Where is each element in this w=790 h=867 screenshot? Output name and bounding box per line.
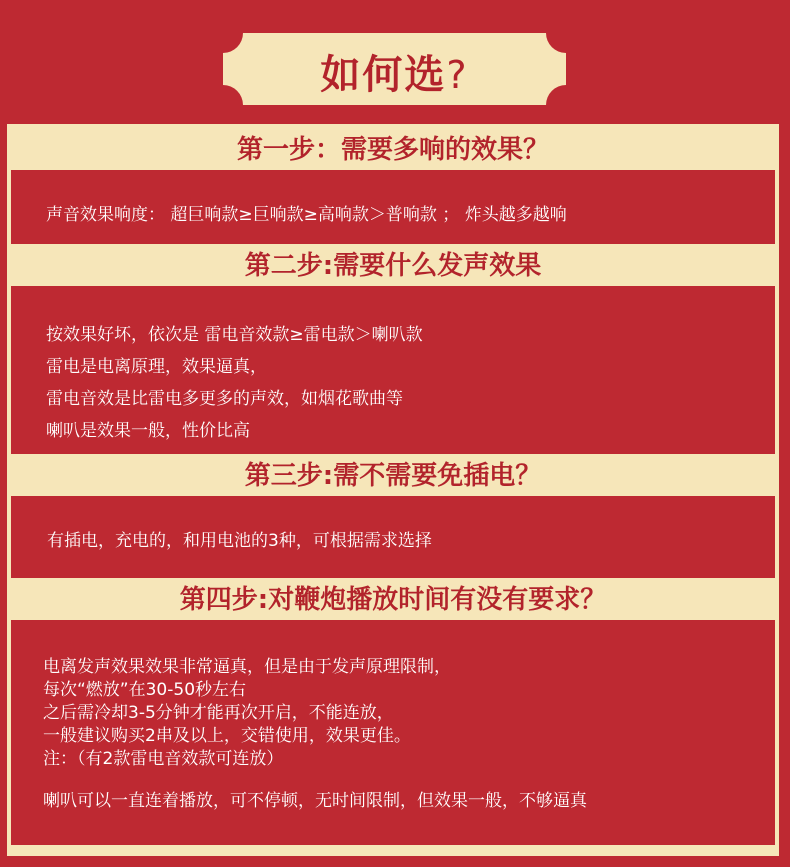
page-title-text: 如何选 [320, 52, 447, 98]
step4-heading: 第四步:对鞭炮播放时间有没有要求？ [179, 585, 607, 615]
step1-heading: 第一步：需要多响的效果？ [236, 135, 549, 165]
step1-panel [11, 170, 775, 244]
step2-line-1: 按效果好坏，依次是 雷电音效款≥雷电款＞喇叭款 [46, 325, 423, 345]
step3-panel [11, 496, 775, 578]
step3-line-1: 有插电，充电的，和用电池的3种，可根据需求选择 [47, 531, 432, 551]
page-title-qmark: ? [446, 53, 469, 97]
step4-line-3: 之后需冷却3-5分钟才能再次开启，不能连放， [43, 703, 394, 723]
step3-heading: 第三步:需不需要免插电？ [244, 461, 542, 491]
step4-line-5: 注：（有2款雷电音效款可连放） [43, 749, 284, 769]
step4-line-6: 喇叭可以一直连着播放，可不停顿，无时间限制，但效果一般，不够逼真 [43, 791, 587, 811]
step2-line-3: 雷电音效是比雷电多更多的声效，如烟花歌曲等 [46, 389, 403, 409]
step1-line-1: 声音效果响度： 超巨响款≥巨响款≥高响款＞普响款 ； 炸头越多越响 [46, 205, 567, 225]
step2-line-4: 喇叭是效果一般，性价比高 [46, 421, 250, 441]
page-title [223, 43, 566, 100]
step4-panel [11, 620, 775, 845]
step2-heading: 第二步:需要什么发声效果 [244, 251, 542, 281]
step4-line-1: 电离发声效果效果非常逼真，但是由于发声原理限制， [43, 657, 451, 677]
content-frame [7, 124, 779, 856]
step4-line-2: 每次“燃放”在30-50秒左右 [43, 680, 247, 700]
step4-line-4: 一般建议购买2串及以上，交错使用，效果更佳。 [43, 726, 411, 746]
title-plaque [223, 33, 566, 105]
step2-panel [11, 286, 775, 454]
step2-line-2: 雷电是电离原理，效果逼真， [46, 357, 267, 377]
